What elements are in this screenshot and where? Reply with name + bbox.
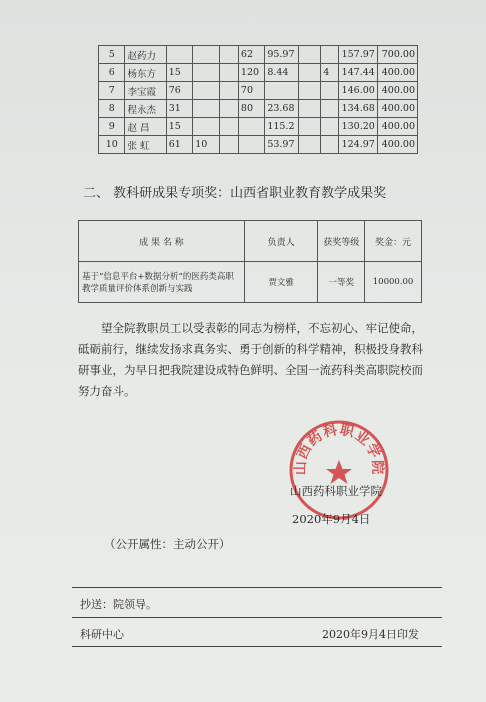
research-award-table <box>78 220 422 303</box>
table-cell <box>193 118 220 136</box>
table-cell <box>299 64 321 82</box>
table-cell <box>299 136 321 154</box>
table-cell: 400.00 <box>377 118 417 136</box>
table-cell: 400.00 <box>377 136 417 154</box>
signature-date: 2020年9月4日 <box>292 512 371 526</box>
table-row <box>99 100 418 118</box>
table-cell: 115.2 <box>265 118 299 136</box>
table-cell: 4 <box>321 64 339 82</box>
table-cell <box>321 100 339 118</box>
table-cell: 130.20 <box>339 118 378 136</box>
table-cell: 400.00 <box>377 64 417 82</box>
table-cell: 157.97 <box>339 46 378 64</box>
table-cell: 10 <box>99 136 125 154</box>
table-cell: 124.97 <box>339 136 378 154</box>
table-cell: 134.68 <box>339 100 378 118</box>
table-cell <box>321 82 339 100</box>
award-level: 一等奖 <box>318 262 365 303</box>
table-cell: 95.97 <box>265 46 299 64</box>
header-award-level: 获奖等级 <box>318 221 365 262</box>
table-cell: 5 <box>99 46 125 64</box>
table-cell: 赵 昌 <box>125 118 166 136</box>
achievement-name: 基于“信息平台+数据分析”的医药类高职教学质量评价体系创新与实践 <box>79 262 245 303</box>
footer-divider-middle <box>72 617 442 618</box>
header-achievement-name: 成 果 名 称 <box>79 221 245 262</box>
public-attribute: （公开属性：主动公开） <box>104 537 231 551</box>
table-cell: 80 <box>238 100 264 118</box>
table-cell: 杨东方 <box>125 64 166 82</box>
leader-name: 贾文雅 <box>244 262 318 303</box>
table-cell: 62 <box>238 46 264 64</box>
table-cell <box>265 82 299 100</box>
table-cell <box>321 118 339 136</box>
table-cell <box>193 100 220 118</box>
table-cell <box>166 46 192 64</box>
table-cell: 10 <box>193 136 220 154</box>
table-cell <box>220 82 239 100</box>
table-cell: 70 <box>238 82 264 100</box>
table-cell <box>193 46 220 64</box>
table-cell <box>299 46 321 64</box>
table-row <box>99 64 418 82</box>
table-row <box>99 136 418 154</box>
table-cell: 8.44 <box>265 64 299 82</box>
table-cell <box>238 136 264 154</box>
cc-line: 抄送：院领导。 <box>80 598 157 611</box>
table-cell: 23.68 <box>265 100 299 118</box>
table-cell <box>220 136 239 154</box>
signature-org: 山西药科职业学院 <box>290 484 382 498</box>
official-seal-icon <box>287 418 391 522</box>
footer-divider-bottom <box>72 646 442 647</box>
table-cell: 61 <box>166 136 192 154</box>
footer-divider-top <box>72 587 442 588</box>
table-cell: 31 <box>166 100 192 118</box>
table-cell <box>220 118 239 136</box>
prize-amount: 10000.00 <box>365 262 422 303</box>
header-prize: 奖金：元 <box>365 221 422 262</box>
table-cell <box>299 100 321 118</box>
table-row <box>99 118 418 136</box>
table-cell <box>220 64 239 82</box>
table-cell: 53.97 <box>265 136 299 154</box>
table-cell: 8 <box>99 100 125 118</box>
table-cell <box>220 46 239 64</box>
table-cell: 程永杰 <box>125 100 166 118</box>
header-leader: 负责人 <box>244 221 318 262</box>
table-cell: 76 <box>166 82 192 100</box>
table-cell: 700.00 <box>377 46 417 64</box>
table-cell: 15 <box>166 64 192 82</box>
table-cell <box>220 100 239 118</box>
table-cell <box>299 118 321 136</box>
table-cell: 张 虹 <box>125 136 166 154</box>
table-cell: 120 <box>238 64 264 82</box>
issuer: 科研中心 <box>80 628 124 641</box>
table-cell <box>321 136 339 154</box>
table-header-row <box>79 221 422 262</box>
table-cell: 400.00 <box>377 100 417 118</box>
table-cell <box>299 82 321 100</box>
issue-date: 2020年9月4日印发 <box>322 628 419 641</box>
svg-text:山西药科职业学院: 山西药科职业学院 <box>292 421 386 476</box>
award-list-body <box>99 46 418 154</box>
table-cell: 李宝霞 <box>125 82 166 100</box>
table-row <box>99 46 418 64</box>
table-cell: 15 <box>166 118 192 136</box>
table-row <box>79 262 422 303</box>
table-cell: 400.00 <box>377 82 417 100</box>
table-cell: 6 <box>99 64 125 82</box>
award-list-table <box>98 45 418 154</box>
table-cell: 9 <box>99 118 125 136</box>
table-cell <box>193 82 220 100</box>
table-row <box>99 82 418 100</box>
table-cell: 赵药力 <box>125 46 166 64</box>
table-cell <box>193 64 220 82</box>
table-cell: 7 <box>99 82 125 100</box>
table-cell: 146.00 <box>339 82 378 100</box>
table-cell <box>321 46 339 64</box>
section-title: 二、 教科研成果专项奖：山西省职业教育教学成果奖 <box>83 186 387 201</box>
table-cell <box>238 118 264 136</box>
table-cell: 147.44 <box>339 64 378 82</box>
body-paragraph: 望全院教职员工以受表彰的同志为榜样，不忘初心、牢记使命，砥砺前行，继续发扬求真务实、勇于创新的科学精神，积极投身教科研事业，为早日把我院建设成特色鲜明、全国一流药科类高职院校而努力奋斗。 <box>78 321 423 398</box>
